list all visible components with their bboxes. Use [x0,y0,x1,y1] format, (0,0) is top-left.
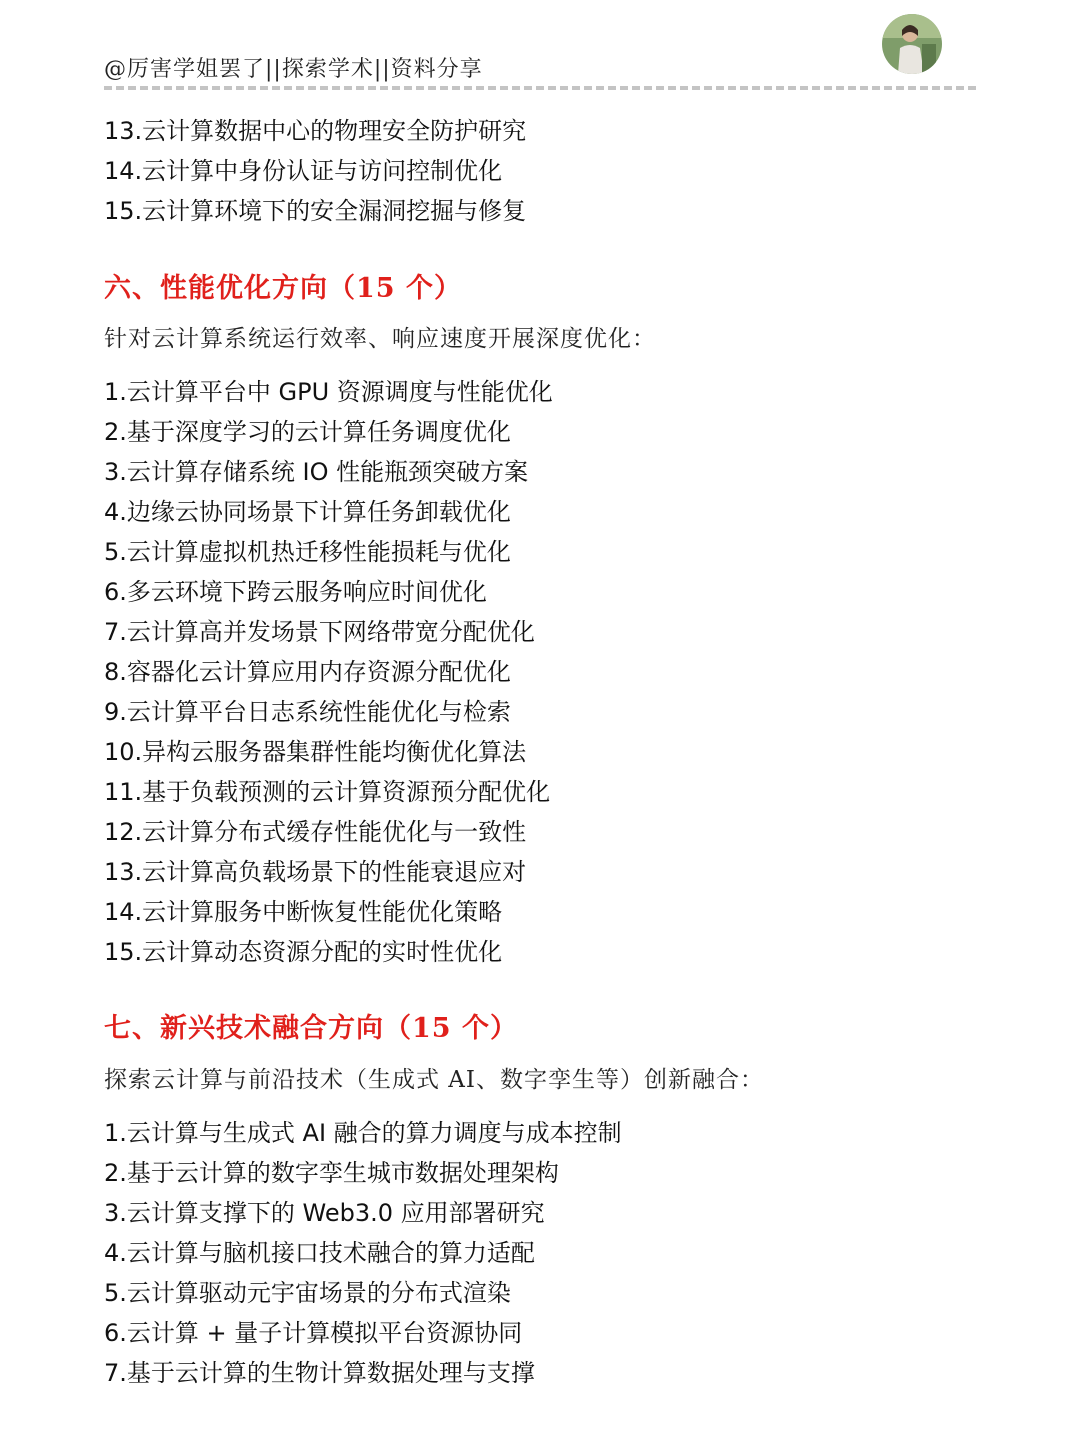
list-item: 7.基于云计算的生物计算数据处理与支撑 [104,1359,535,1387]
list-item: 3.云计算存储系统 IO 性能瓶颈突破方案 [104,458,529,486]
list-item: 9.云计算平台日志系统性能优化与检索 [104,698,511,726]
list-item: 6.云计算 + 量子计算模拟平台资源协同 [104,1319,523,1347]
list-item: 12.云计算分布式缓存性能优化与一致性 [104,818,527,846]
list-item: 5.云计算驱动元宇宙场景的分布式渲染 [104,1279,511,1307]
list-item: 14.云计算中身份认证与访问控制优化 [104,157,503,185]
avatar [882,14,942,74]
list-item: 7.云计算高并发场景下网络带宽分配优化 [104,618,535,646]
list-item: 1.云计算平台中 GPU 资源调度与性能优化 [104,378,553,406]
section-heading-emerging-tech: 七、新兴技术融合方向（15 个） [104,1013,518,1044]
list-item: 5.云计算虚拟机热迁移性能损耗与优化 [104,538,511,566]
list-item: 2.基于深度学习的云计算任务调度优化 [104,418,511,446]
list-item: 2.基于云计算的数字孪生城市数据处理架构 [104,1159,559,1187]
list-item: 14.云计算服务中断恢复性能优化策略 [104,898,503,926]
list-item: 4.边缘云协同场景下计算任务卸载优化 [104,498,511,526]
dashed-divider [104,86,976,90]
section-intro: 针对云计算系统运行效率、响应速度开展深度优化： [104,326,656,352]
list-item: 13.云计算高负载场景下的性能衰退应对 [104,858,527,886]
list-item: 8.容器化云计算应用内存资源分配优化 [104,658,511,686]
section-heading-performance: 六、性能优化方向（15 个） [104,273,462,304]
list-item: 6.多云环境下跨云服务响应时间优化 [104,578,487,606]
list-item: 4.云计算与脑机接口技术融合的算力适配 [104,1239,535,1267]
section-intro: 探索云计算与前沿技术（生成式 AI、数字孪生等）创新融合： [104,1067,765,1093]
list-item: 15.云计算动态资源分配的实时性优化 [104,938,503,966]
list-item: 10.异构云服务器集群性能均衡优化算法 [104,738,527,766]
list-item: 1.云计算与生成式 AI 融合的算力调度与成本控制 [104,1119,622,1147]
list-item: 15.云计算环境下的安全漏洞挖掘与修复 [104,197,527,225]
list-item: 3.云计算支撑下的 Web3.0 应用部署研究 [104,1199,545,1227]
list-item: 13.云计算数据中心的物理安全防护研究 [104,117,527,145]
list-item: 11.基于负载预测的云计算资源预分配优化 [104,778,551,806]
author-header: @厉害学姐罢了||探索学术||资料分享 [104,57,483,82]
